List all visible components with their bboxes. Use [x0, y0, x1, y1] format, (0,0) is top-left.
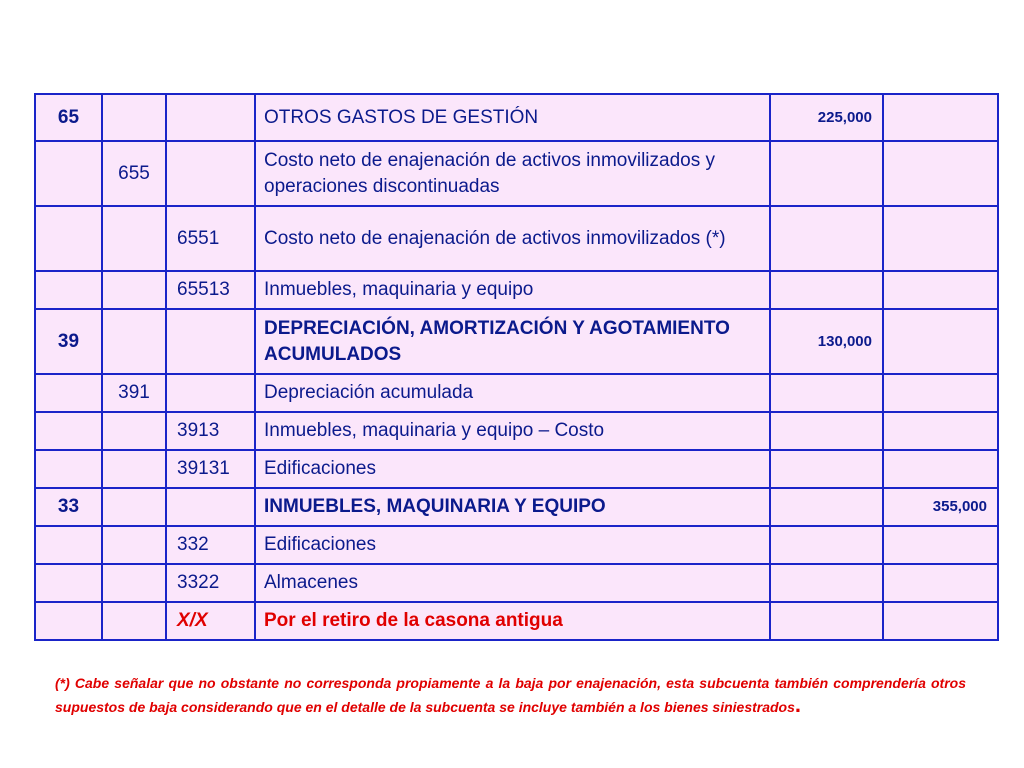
entry-gloss-cell: Por el retiro de la casona antigua — [255, 602, 770, 640]
debit-cell — [770, 450, 883, 488]
account-class-cell — [35, 271, 102, 309]
credit-cell — [883, 602, 998, 640]
footnote-end: . — [794, 692, 802, 717]
description-cell: OTROS GASTOS DE GESTIÓN — [255, 94, 770, 141]
description-cell: Inmuebles, maquinaria y equipo — [255, 271, 770, 309]
account-detail-cell: 6551 — [166, 206, 255, 271]
description-cell: INMUEBLES, MAQUINARIA Y EQUIPO — [255, 488, 770, 526]
debit-cell — [770, 374, 883, 412]
description-cell: Inmuebles, maquinaria y equipo – Costo — [255, 412, 770, 450]
description-cell: Costo neto de enajenación de activos inmovilizados (*) — [255, 206, 770, 271]
table-row — [35, 374, 998, 412]
credit-cell — [883, 412, 998, 450]
account-subclass-cell — [102, 412, 166, 450]
account-class-cell — [35, 564, 102, 602]
table-row — [35, 564, 998, 602]
account-detail-cell: 65513 — [166, 271, 255, 309]
footnote — [55, 672, 966, 718]
account-subclass-cell — [102, 309, 166, 374]
account-detail-cell — [166, 94, 255, 141]
account-subclass-cell: 391 — [102, 374, 166, 412]
account-subclass-cell: 655 — [102, 141, 166, 206]
debit-cell: 130,000 — [770, 309, 883, 374]
account-class-cell — [35, 602, 102, 640]
account-subclass-cell — [102, 271, 166, 309]
account-class-cell — [35, 141, 102, 206]
debit-cell — [770, 602, 883, 640]
account-class-cell: 33 — [35, 488, 102, 526]
table-row — [35, 271, 998, 309]
account-subclass-cell — [102, 602, 166, 640]
account-subclass-cell — [102, 94, 166, 141]
credit-cell — [883, 271, 998, 309]
account-detail-cell — [166, 309, 255, 374]
table-row — [35, 206, 998, 271]
account-subclass-cell — [102, 526, 166, 564]
credit-cell — [883, 374, 998, 412]
credit-cell — [883, 141, 998, 206]
debit-cell — [770, 526, 883, 564]
description-cell: Edificaciones — [255, 526, 770, 564]
account-class-cell — [35, 206, 102, 271]
table-row — [35, 488, 998, 526]
account-detail-cell: 39131 — [166, 450, 255, 488]
table-row — [35, 94, 998, 141]
account-detail-cell — [166, 374, 255, 412]
account-subclass-cell — [102, 206, 166, 271]
credit-cell — [883, 526, 998, 564]
account-class-cell: 39 — [35, 309, 102, 374]
debit-cell — [770, 206, 883, 271]
account-detail-cell: 3322 — [166, 564, 255, 602]
description-cell: Almacenes — [255, 564, 770, 602]
credit-cell — [883, 450, 998, 488]
description-cell: Edificaciones — [255, 450, 770, 488]
account-subclass-cell — [102, 564, 166, 602]
account-class-cell — [35, 450, 102, 488]
footnote-text: (*) Cabe señalar que no obstante no corresponda propiamente a la baja por enajenación, esta subcuenta también comprendería otros supuestos de baja considerando que en el detalle de la subcuenta se incluye también a los bienes siniestrados — [55, 675, 966, 715]
debit-cell — [770, 141, 883, 206]
table-row — [35, 412, 998, 450]
account-detail-cell — [166, 488, 255, 526]
account-class-cell: 65 — [35, 94, 102, 141]
description-cell: Depreciación acumulada — [255, 374, 770, 412]
table-row — [35, 450, 998, 488]
debit-cell — [770, 271, 883, 309]
debit-cell: 225,000 — [770, 94, 883, 141]
account-class-cell — [35, 374, 102, 412]
debit-cell — [770, 564, 883, 602]
account-detail-cell: 3913 — [166, 412, 255, 450]
credit-cell — [883, 206, 998, 271]
account-class-cell — [35, 526, 102, 564]
table-row — [35, 526, 998, 564]
debit-cell — [770, 412, 883, 450]
account-detail-cell — [166, 141, 255, 206]
table-row — [35, 309, 998, 374]
account-detail-cell: 332 — [166, 526, 255, 564]
table-row — [35, 602, 998, 640]
credit-cell — [883, 309, 998, 374]
credit-cell — [883, 94, 998, 141]
journal-entry-table — [34, 93, 999, 641]
table-row — [35, 141, 998, 206]
account-class-cell — [35, 412, 102, 450]
entry-reference-cell: X/X — [166, 602, 255, 640]
account-subclass-cell — [102, 450, 166, 488]
description-cell: DEPRECIACIÓN, AMORTIZACIÓN Y AGOTAMIENTO ACUMULADOS — [255, 309, 770, 374]
credit-cell: 355,000 — [883, 488, 998, 526]
debit-cell — [770, 488, 883, 526]
account-subclass-cell — [102, 488, 166, 526]
description-cell: Costo neto de enajenación de activos inmovilizados y operaciones discontinuadas — [255, 141, 770, 206]
credit-cell — [883, 564, 998, 602]
